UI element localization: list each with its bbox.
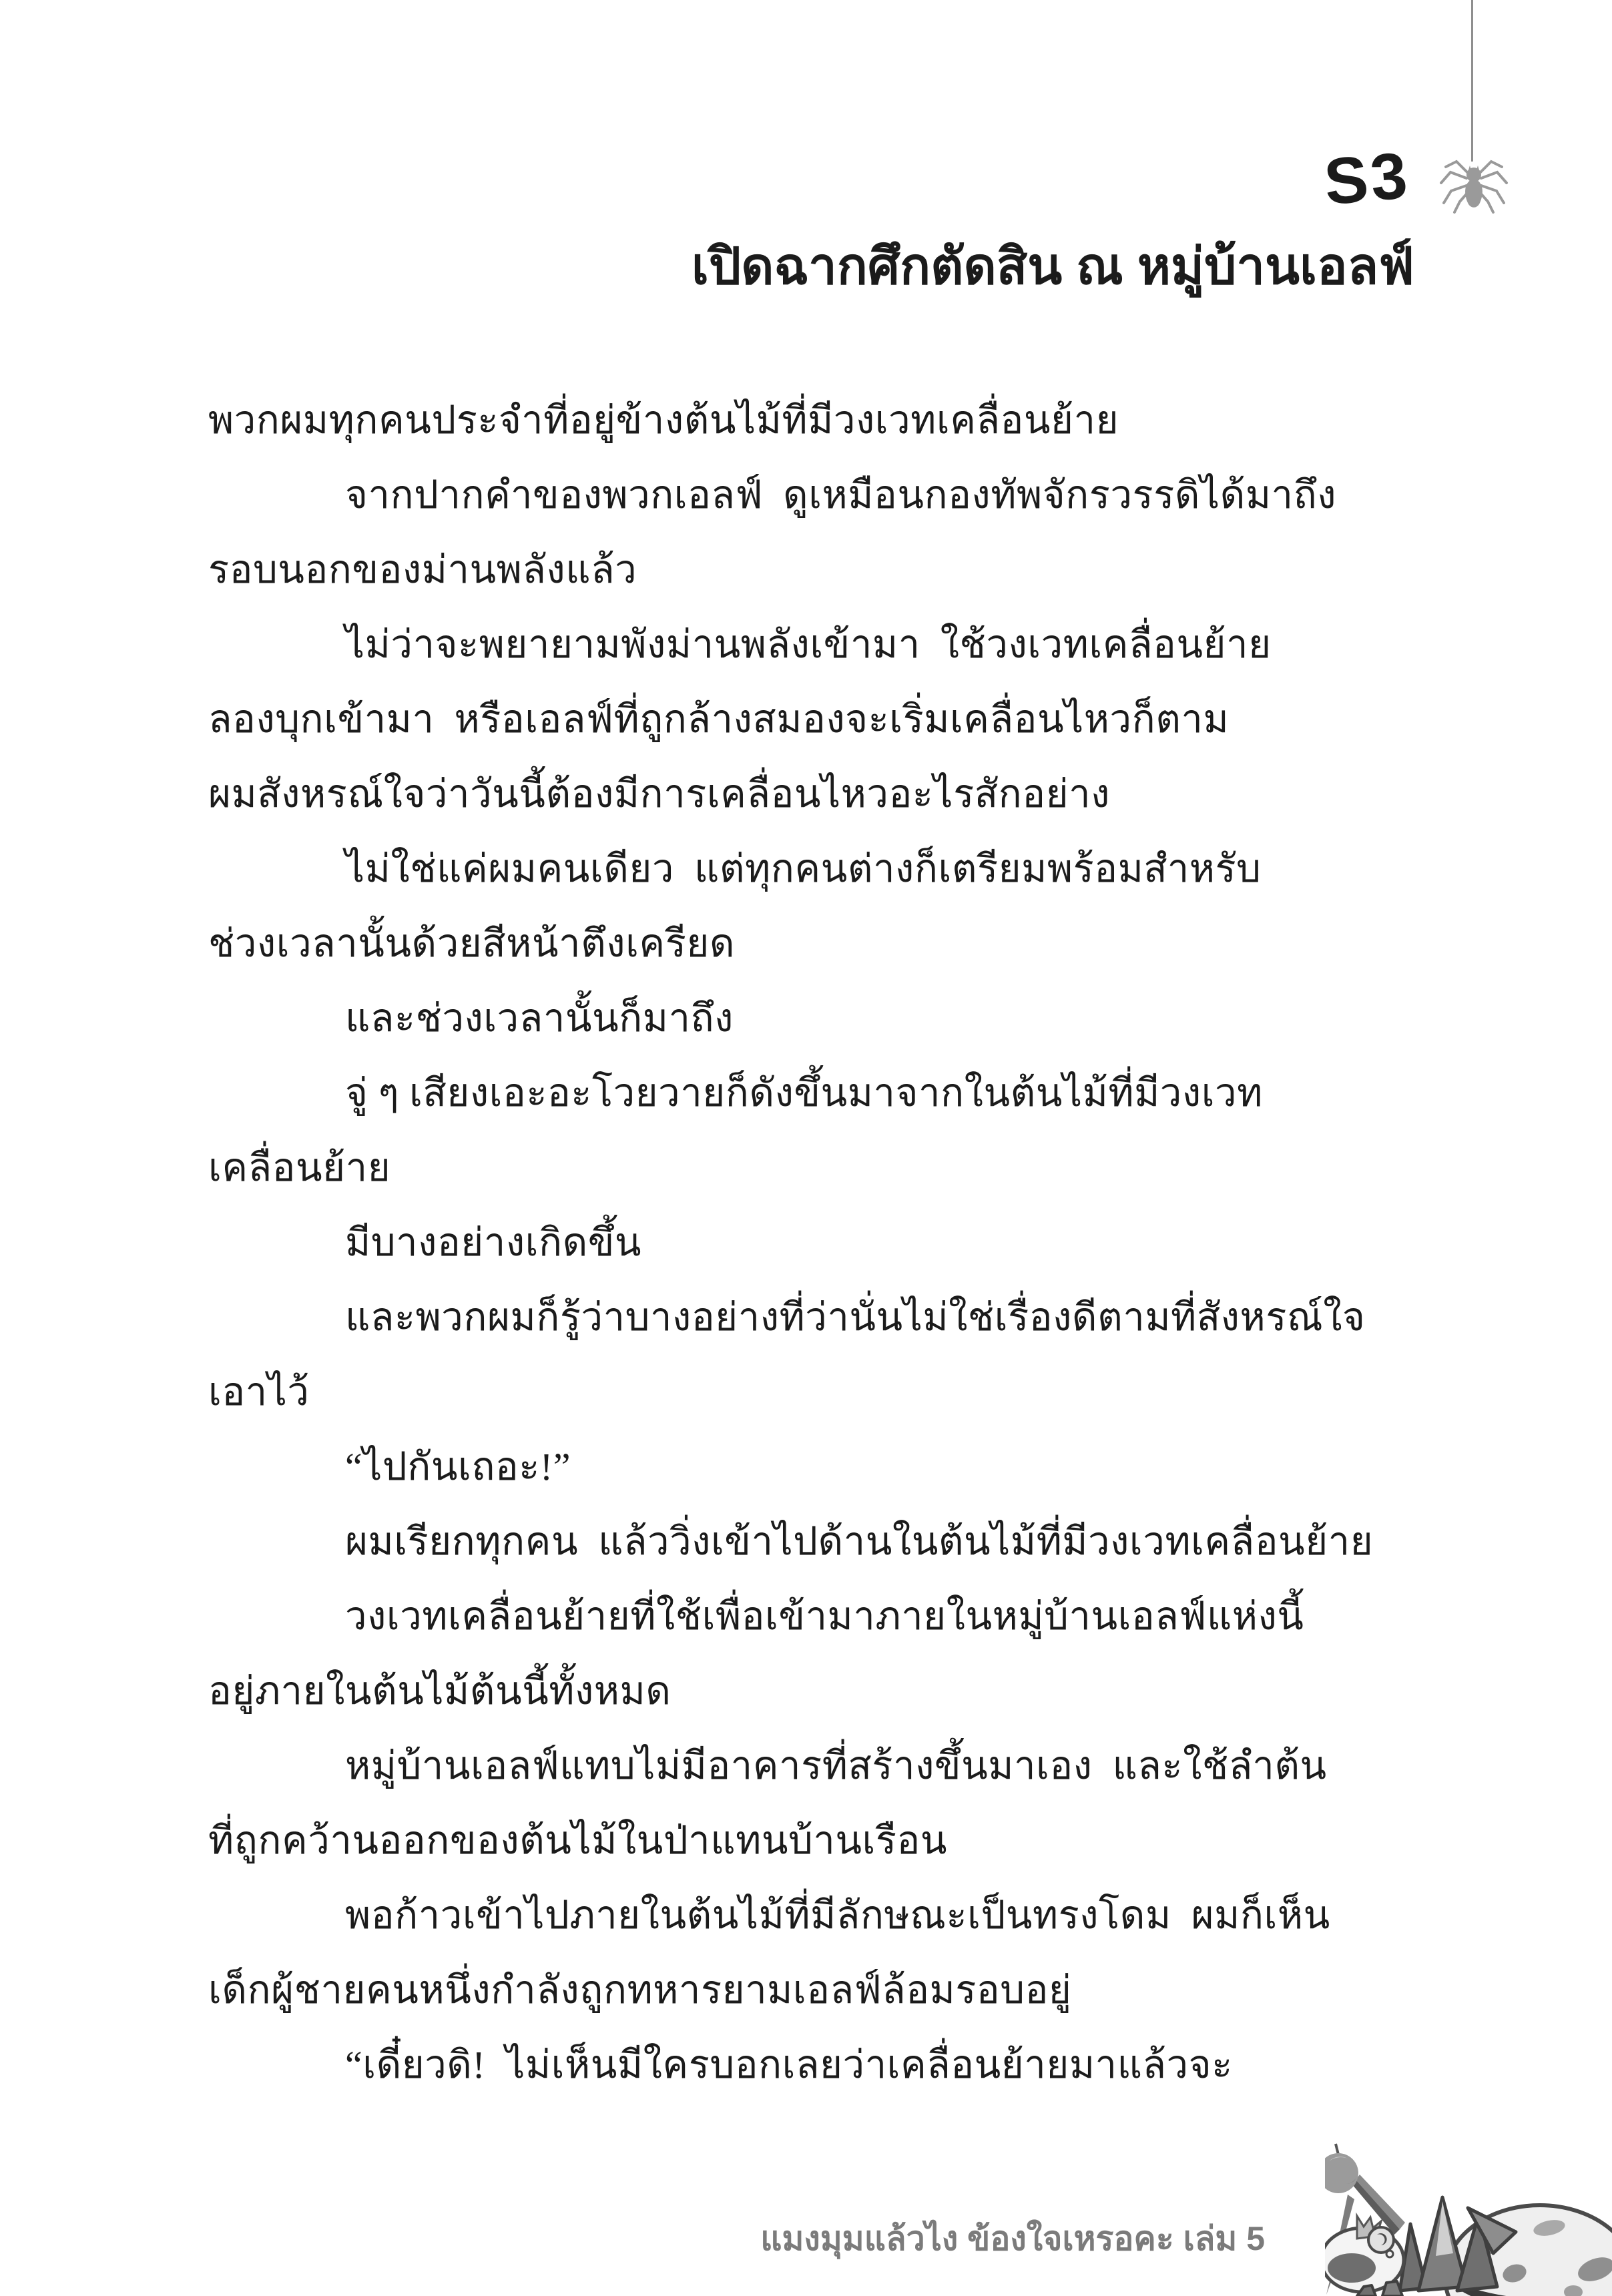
body-line-8: ช่วงเวลานั้นด้วยสีหน้าตึงเครียด [208,922,736,965]
chapter-title: เปิดฉากศึกตัดสิน ณ หมู่บ้านเอลฟ์ [691,238,1414,295]
hanging-spider-icon [1439,156,1509,220]
spider-mascot-illustration [1325,2122,1612,2296]
body-line-11: เคลื่อนย้าย [208,1146,391,1189]
spider-thread [1471,0,1473,162]
body-text [208,383,1423,2102]
body-line-23: “เดี๋ยวดิ! ไม่เห็นมีใครบอกเลยว่าเคลื่อนย้ายมาแล้วจะ [345,2043,1233,2086]
body-line-14: เอาไว้ [208,1370,310,1414]
body-line-2: จากปากคำของพวกเอลฟ์ ดูเหมือนกองทัพจักรวรรดิได้มาถึง [345,473,1337,517]
body-line-16: ผมเรียกทุกคน แล้ววิ่งเข้าไปด้านในต้นไม้ที่มีวงเวทเคลื่อนย้าย [345,1520,1374,1563]
body-line-1: พวกผมทุกคนประจำที่อยู่ข้างต้นไม้ที่มีวงเวทเคลื่อนย้าย [208,398,1119,442]
body-line-22: เด็กผู้ชายคนหนึ่งกำลังถูกทหารยามเอลฟ์ล้อมรอบอยู่ [208,1968,1072,2012]
body-line-12: มีบางอย่างเกิดขึ้น [345,1221,642,1264]
body-line-7: ไม่ใช่แค่ผมคนเดียว แต่ทุกคนต่างก็เตรียมพร้อมสำหรับ [345,847,1262,890]
body-line-10: จู่ ๆ เสียงเอะอะโวยวายก็ดังขึ้นมาจากในต้นไม้ที่มีวงเวท [345,1071,1263,1115]
body-line-13: และพวกผมก็รู้ว่าบางอย่างที่ว่านั่นไม่ใช่เรื่องดีตามที่สังหรณ์ใจ [345,1296,1366,1339]
body-line-6: ผมสังหรณ์ใจว่าวันนี้ต้องมีการเคลื่อนไหวอะไรสักอย่าง [208,772,1110,816]
body-line-15: “ไปกันเถอะ!” [345,1445,571,1488]
body-line-18: อยู่ภายในต้นไม้ต้นนี้ทั้งหมด [208,1669,671,1713]
body-line-3: รอบนอกของม่านพลังแล้ว [208,548,637,591]
body-line-21: พอก้าวเข้าไปภายในต้นไม้ที่มีลักษณะเป็นทรงโดม ผมก็เห็น [345,1894,1330,1937]
body-line-19: หมู่บ้านเอลฟ์แทบไม่มีอาคารที่สร้างขึ้นมาเอง และใช้ลำต้น [345,1744,1327,1787]
body-line-20: ที่ถูกคว้านออกของต้นไม้ในป่าแทนบ้านเรือน [208,1819,947,1862]
body-line-17: วงเวทเคลื่อนย้ายที่ใช้เพื่อเข้ามาภายในหมู่บ้านเอลฟ์แห่งนี้ [345,1595,1304,1638]
chapter-code: S3 [1321,137,1413,219]
body-line-9: และช่วงเวลานั้นก็มาถึง [345,996,734,1040]
body-line-4: ไม่ว่าจะพยายามพังม่านพลังเข้ามา ใช้วงเวทเคลื่อนย้าย [345,623,1272,666]
body-line-5: ลองบุกเข้ามา หรือเอลฟ์ที่ถูกล้างสมองจะเริ่มเคลื่อนไหวก็ตาม [208,697,1230,741]
footer-book-title: แมงมุมแล้วไง ข้องใจเหรอคะ เล่ม 5 [760,2220,1265,2257]
